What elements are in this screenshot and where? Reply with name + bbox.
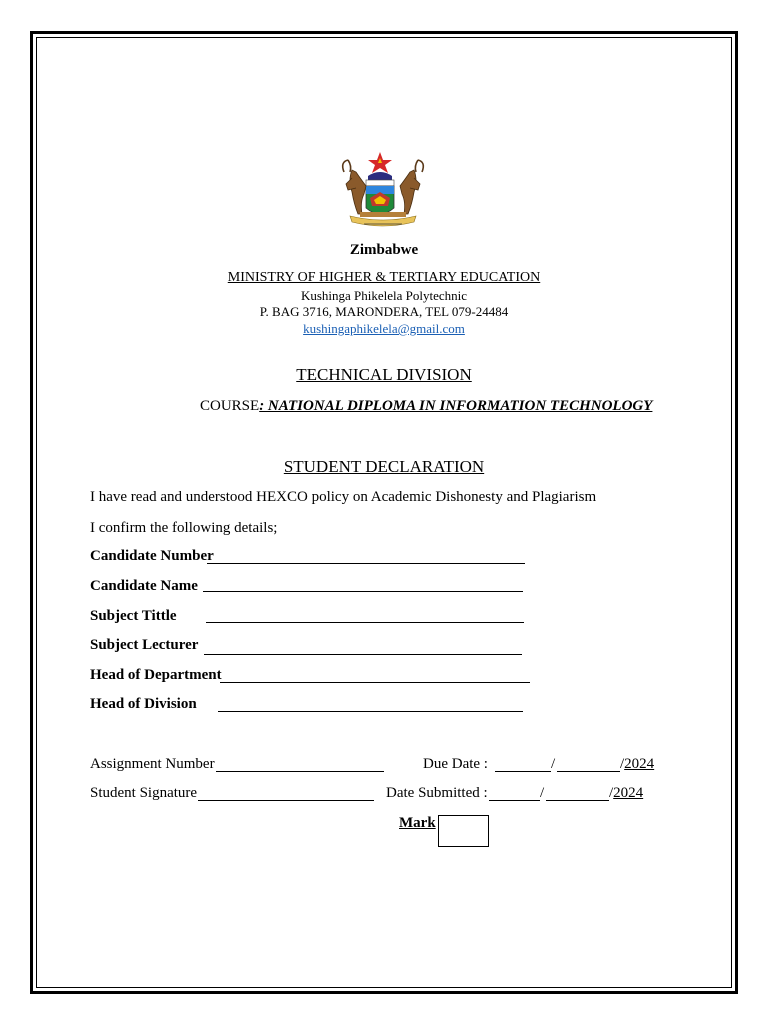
division-title: TECHNICAL DIVISION <box>296 365 472 384</box>
date-submitted-month-field[interactable] <box>546 800 609 801</box>
date-submitted-year-value: 2024 <box>613 785 644 801</box>
coat-of-arms-icon <box>330 150 436 234</box>
date-submitted-year <box>609 785 643 802</box>
course-line <box>200 398 652 415</box>
head-of-division-field[interactable] <box>218 711 523 712</box>
student-signature-field[interactable] <box>198 800 374 801</box>
head-of-division-label: Head of Division <box>90 696 197 712</box>
declaration-statement: I have read and understood HEXCO policy on Academic Dishonesty and Plagiarism <box>90 489 597 505</box>
subject-title-field[interactable] <box>206 622 524 623</box>
ministry-name: MINISTRY OF HIGHER & TERTIARY EDUCATION <box>227 270 541 285</box>
due-date-label: Due Date : <box>423 756 488 772</box>
candidate-name-label: Candidate Name <box>90 578 198 594</box>
assignment-number-field[interactable] <box>216 771 384 772</box>
institution-address: P. BAG 3716, MARONDERA, TEL 079-24484 <box>259 304 509 319</box>
subject-lecturer-field[interactable] <box>204 654 522 655</box>
due-date-year-value: 2024 <box>624 756 655 772</box>
assignment-number-label: Assignment Number <box>90 756 215 772</box>
date-submitted-slash-2: / <box>609 785 614 801</box>
candidate-name-field[interactable] <box>203 591 523 592</box>
head-of-department-label: Head of Department <box>90 667 222 683</box>
confirm-text: I confirm the following details; <box>90 520 278 536</box>
due-date-day-field[interactable] <box>495 771 551 772</box>
date-submitted-slash-1: / <box>540 785 545 801</box>
declaration-title: STUDENT DECLARATION <box>283 457 485 476</box>
due-date-slash-1: / <box>551 756 556 772</box>
head-of-department-field[interactable] <box>220 682 530 683</box>
mark-box[interactable] <box>438 815 489 847</box>
country-name: Zimbabwe <box>349 242 419 258</box>
institution-name: Kushinga Phikelela Polytechnic <box>300 288 468 303</box>
course-label: COURSE <box>200 398 260 414</box>
email-link[interactable]: kushingaphikelela@gmail.com <box>303 321 465 336</box>
due-date-slash-2: / <box>620 756 625 772</box>
subject-lecturer-label: Subject Lecturer <box>90 637 199 653</box>
candidate-number-label: Candidate Number <box>90 548 214 564</box>
course-name: : NATIONAL DIPLOMA IN INFORMATION TECHNOLOGY <box>259 398 653 414</box>
student-signature-label: Student Signature <box>90 785 198 801</box>
subject-title-label: Subject Tittle <box>90 608 177 624</box>
due-date-year <box>620 756 654 773</box>
mark-label: Mark <box>399 815 436 831</box>
candidate-number-field[interactable] <box>207 563 525 564</box>
due-date-month-field[interactable] <box>557 771 620 772</box>
date-submitted-day-field[interactable] <box>489 800 540 801</box>
date-submitted-label: Date Submitted : <box>386 785 488 801</box>
